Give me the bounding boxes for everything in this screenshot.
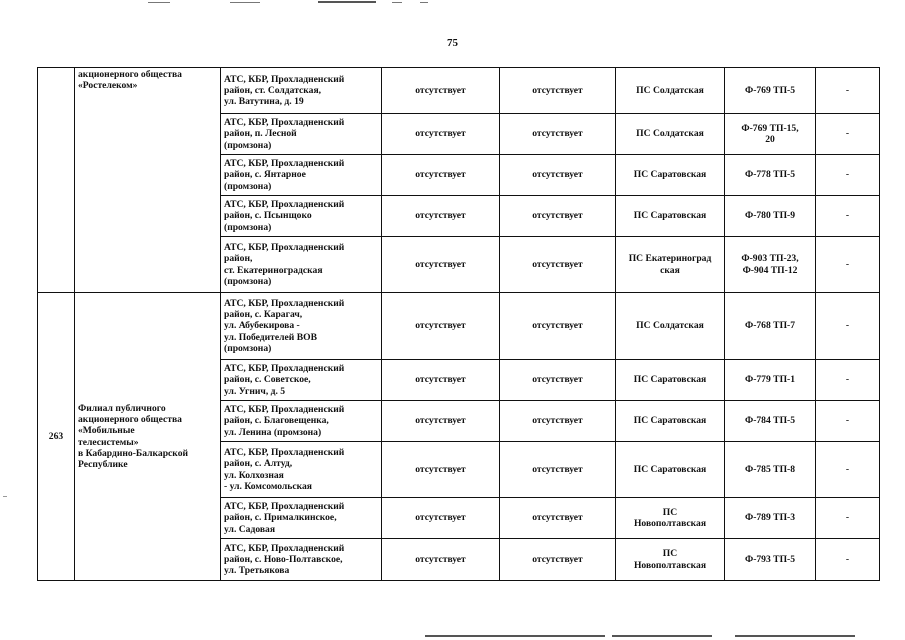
status-cell: отсутствует <box>382 68 500 114</box>
substation-cell <box>616 539 725 581</box>
status-cell: отсутствует <box>382 539 500 581</box>
substation-line: ПС Саратовская <box>633 415 707 427</box>
address-line: (промзона) <box>224 275 272 287</box>
feeder-line: Ф-904 ТП-12 <box>742 264 798 276</box>
feeder-line: Ф-769 ТП-15, <box>741 122 799 134</box>
status-cell: отсутствует <box>500 237 616 293</box>
address-line: АТС, КБР, Прохладненский <box>224 501 345 513</box>
substation-line: ПС Саратовская <box>633 210 707 222</box>
status-cell: отсутствует <box>500 401 616 442</box>
dash-cell: - <box>816 498 880 539</box>
address-line: ул. Третьякова <box>224 565 290 577</box>
address-cell <box>221 68 382 114</box>
substation-line: ПС <box>662 506 678 518</box>
address-line: (промзона) <box>224 342 272 354</box>
address-line: ул. Садовая <box>224 523 276 535</box>
address-line: ул. Ватутина, д. 19 <box>224 96 304 108</box>
substation-line: ПС Екатериноград <box>628 253 712 265</box>
table-row <box>38 68 880 114</box>
scan-artifact-line <box>612 635 712 637</box>
substation-line: ПС Солдатская <box>636 84 704 96</box>
address-line: район, с. Благовещенка, <box>224 415 329 427</box>
status-cell: отсутствует <box>500 155 616 196</box>
address-cell <box>221 114 382 155</box>
address-line: (промзона) <box>224 180 272 192</box>
dash-cell: - <box>816 539 880 581</box>
status-cell: отсутствует <box>382 155 500 196</box>
address-cell <box>221 155 382 196</box>
feeder-line: Ф-780 ТП-9 <box>744 210 796 222</box>
address-line: АТС, КБР, Прохладненский <box>224 117 345 129</box>
organization-name-line: Филиал публичного <box>78 402 166 414</box>
address-line: АТС, КБР, Прохладненский <box>224 73 345 85</box>
substation-line: Новополтавская <box>633 518 707 529</box>
scan-artifact-line <box>230 2 260 3</box>
scan-artifact-line <box>148 2 170 3</box>
address-cell <box>221 498 382 539</box>
feeder-line: Ф-903 ТП-23, <box>741 253 799 265</box>
dash-cell: - <box>816 114 880 155</box>
feeder-cell <box>725 68 816 114</box>
substation-line: ПС Саратовская <box>633 463 707 475</box>
feeder-cell <box>725 539 816 581</box>
address-cell <box>221 401 382 442</box>
substation-cell <box>616 155 725 196</box>
address-line: (промзона) <box>224 139 272 151</box>
feeder-cell <box>725 114 816 155</box>
substation-line: ПС Саратовская <box>633 374 707 386</box>
feeder-line: Ф-789 ТП-3 <box>744 512 796 524</box>
address-line: АТС, КБР, Прохладненский <box>224 446 345 458</box>
feeder-cell <box>725 293 816 360</box>
address-line: ул. Угнич, д. 5 <box>224 385 286 397</box>
address-line: АТС, КБР, Прохладненский <box>224 158 345 170</box>
address-line: АТС, КБР, Прохладненский <box>224 241 345 253</box>
address-line: ул. Колхозная <box>224 469 284 481</box>
status-cell: отсутствует <box>500 442 616 498</box>
substation-line: ская <box>660 264 680 276</box>
organization-name-line: акционерного общества <box>78 69 182 80</box>
organization-cell <box>75 68 221 293</box>
row-number-cell <box>38 68 75 293</box>
feeder-line: Ф-784 ТП-5 <box>744 415 796 427</box>
address-line: район, п. Лесной <box>224 128 297 140</box>
status-cell: отсутствует <box>500 293 616 360</box>
status-cell: отсутствует <box>500 498 616 539</box>
status-cell: отсутствует <box>500 196 616 237</box>
feeder-line: Ф-793 ТП-5 <box>744 553 796 565</box>
address-cell <box>221 360 382 401</box>
scan-artifact-line <box>425 635 605 637</box>
substation-cell <box>616 196 725 237</box>
status-cell: отсутствует <box>382 293 500 360</box>
address-line: район, ст. Солдатская, <box>224 84 322 96</box>
substation-cell <box>616 401 725 442</box>
status-cell: отсутствует <box>382 442 500 498</box>
page-number: 75 <box>447 37 458 49</box>
address-cell <box>221 237 382 293</box>
feeder-cell <box>725 237 816 293</box>
address-line: район, с. Прималкинское, <box>224 512 337 524</box>
substation-cell <box>616 498 725 539</box>
address-cell <box>221 293 382 360</box>
status-cell: отсутствует <box>382 237 500 293</box>
substation-cell <box>616 360 725 401</box>
status-cell: отсутствует <box>500 539 616 581</box>
organization-cell <box>75 293 221 581</box>
address-line: (промзона) <box>224 221 272 233</box>
address-line: район, <box>224 253 253 265</box>
address-cell <box>221 196 382 237</box>
scan-artifact-line <box>392 2 402 3</box>
dash-cell: - <box>816 293 880 360</box>
substation-line: ПС Саратовская <box>633 169 707 181</box>
feeder-line: Ф-778 ТП-5 <box>744 169 796 181</box>
address-line: АТС, КБР, Прохладненский <box>224 363 345 375</box>
dash-cell: - <box>816 237 880 293</box>
dash-cell: - <box>816 401 880 442</box>
scan-artifact-mark <box>3 496 7 497</box>
substation-line: Новополтавская <box>633 559 707 571</box>
organization-name-line: Республике <box>78 459 128 471</box>
document-table <box>37 67 880 581</box>
substation-line: ПС <box>662 548 678 560</box>
address-cell <box>221 442 382 498</box>
substation-line: ПС Солдатская <box>636 128 704 140</box>
table-row <box>38 293 880 360</box>
address-line: район, с. Янтарное <box>224 169 306 181</box>
status-cell: отсутствует <box>382 360 500 401</box>
status-cell: отсутствует <box>500 68 616 114</box>
status-cell: отсутствует <box>382 401 500 442</box>
address-line: район, с. Советское, <box>224 374 311 386</box>
address-line: ул. Абубекирова - <box>224 320 300 332</box>
organization-name-line: «Мобильные <box>78 425 135 437</box>
address-line: - ул. Комсомольская <box>224 480 312 492</box>
address-cell <box>221 539 382 581</box>
scan-artifact-line <box>420 2 428 3</box>
substation-line: ПС Солдатская <box>636 320 704 332</box>
scan-artifact-line <box>318 1 376 3</box>
dash-cell: - <box>816 68 880 114</box>
address-line: АТС, КБР, Прохладненский <box>224 542 345 554</box>
feeder-cell <box>725 196 816 237</box>
dash-cell: - <box>816 442 880 498</box>
organization-name-line: акционерного общества <box>78 413 182 425</box>
address-line: район, с. Карагач, <box>224 309 303 321</box>
substation-cell <box>616 68 725 114</box>
feeder-cell <box>725 401 816 442</box>
status-cell: отсутствует <box>500 360 616 401</box>
feeder-cell <box>725 155 816 196</box>
dash-cell: - <box>816 196 880 237</box>
substation-cell <box>616 442 725 498</box>
address-line: район, с. Алтуд, <box>224 458 293 470</box>
row-number-cell: 263 <box>38 293 75 581</box>
dash-cell: - <box>816 360 880 401</box>
status-cell: отсутствует <box>500 114 616 155</box>
substation-cell <box>616 114 725 155</box>
organization-name-line: «Ростелеком» <box>78 80 138 92</box>
organization-name-line: в Кабардино-Балкарской <box>78 447 189 459</box>
scan-artifact-line <box>735 635 855 637</box>
feeder-line: 20 <box>765 134 775 145</box>
feeder-cell <box>725 442 816 498</box>
feeder-line: Ф-769 ТП-5 <box>744 84 796 96</box>
address-line: АТС, КБР, Прохладненский <box>224 199 345 211</box>
address-line: ул. Ленина (промзона) <box>224 426 322 438</box>
organization-name-line: телесистемы» <box>78 436 139 448</box>
feeder-cell <box>725 360 816 401</box>
substation-cell <box>616 293 725 360</box>
feeder-line: Ф-779 ТП-1 <box>744 374 796 386</box>
dash-cell: - <box>816 155 880 196</box>
address-line: АТС, КБР, Прохладненский <box>224 404 345 416</box>
substation-cell <box>616 237 725 293</box>
address-line: ст. Екатериноградская <box>224 264 323 276</box>
feeder-line: Ф-785 ТП-8 <box>744 463 796 475</box>
address-line: ул. Победителей ВОВ <box>224 331 317 343</box>
status-cell: отсутствует <box>382 498 500 539</box>
status-cell: отсутствует <box>382 196 500 237</box>
feeder-line: Ф-768 ТП-7 <box>744 320 796 332</box>
address-line: район, с. Ново-Полтавское, <box>224 553 343 565</box>
status-cell: отсутствует <box>382 114 500 155</box>
feeder-cell <box>725 498 816 539</box>
address-line: район, с. Псынщоко <box>224 210 312 222</box>
address-line: АТС, КБР, Прохладненский <box>224 297 345 309</box>
